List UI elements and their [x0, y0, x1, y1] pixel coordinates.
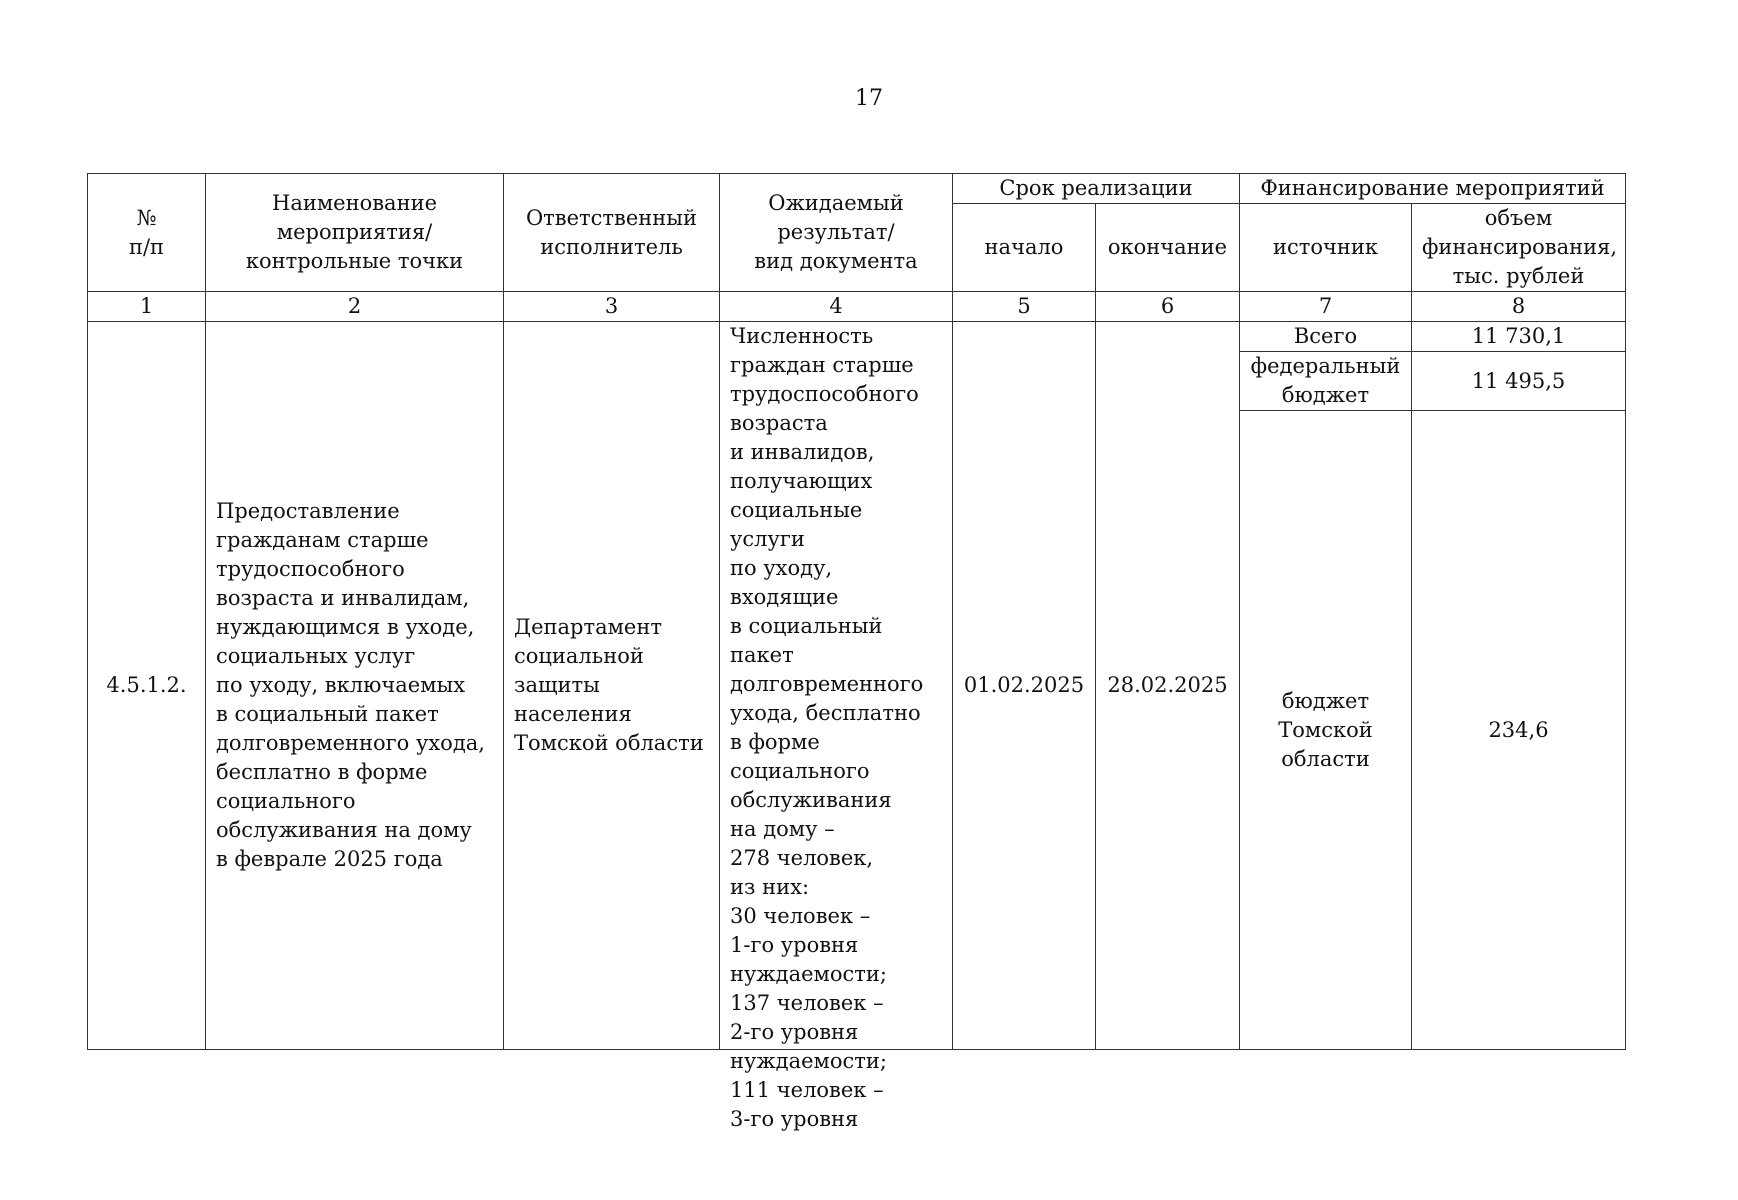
column-number-row — [88, 292, 1626, 322]
header-row-1 — [88, 174, 1626, 204]
row-result: Численность граждан старше трудоспособного возраста и инвалидов, получающих социальные услуги по уходу, входящие в социальный пакет долговременного ухода, бесплатно в форме социального обслуживания на дому – 278 человек, из них: 30 человек – 1-го уровня нуждаемости; 137 человек – 2-го уровня нуждаемости; 111 человек – 3-го уровня — [730, 324, 924, 1131]
header-name: Наименование мероприятия/ контрольные точки — [206, 174, 504, 292]
finance-source-regional: бюджет Томской области — [1240, 411, 1412, 1050]
column-number: 5 — [953, 292, 1096, 322]
finance-source-federal: федеральный бюджет — [1240, 352, 1412, 411]
row-responsible: Департамент социальной защиты населения Томской области — [504, 322, 720, 1050]
column-number: 3 — [504, 292, 720, 322]
column-number: 6 — [1096, 292, 1240, 322]
finance-volume-regional: 234,6 — [1412, 411, 1626, 1050]
column-number: 1 — [88, 292, 206, 322]
header-result: Ожидаемый результат/ вид документа — [720, 174, 953, 292]
header-num: № п/п — [88, 174, 206, 292]
header-end: окончание — [1096, 204, 1240, 292]
header-responsible: Ответственный исполнитель — [504, 174, 720, 292]
header-source: источник — [1240, 204, 1412, 292]
column-number: 2 — [206, 292, 504, 322]
finance-source-total: Всего — [1240, 322, 1412, 352]
finance-volume-total: 11 730,1 — [1412, 322, 1626, 352]
row-start: 01.02.2025 — [953, 322, 1096, 1050]
row-result-cell — [720, 322, 953, 1131]
header-volume: объем финансирования, тыс. рублей — [1412, 204, 1626, 292]
row-name: Предоставление гражданам старше трудоспособного возраста и инвалидам, нуждающимся в уходе, социальных услуг по уходу, включаемых в социальный пакет долговременного ухода, бесплатно в форме социального обслуживания на дому в феврале 2025 года — [206, 322, 504, 1050]
column-number: 8 — [1412, 292, 1626, 322]
header-start: начало — [953, 204, 1096, 292]
row-num: 4.5.1.2. — [88, 322, 206, 1050]
table-row — [88, 322, 1626, 352]
finance-volume-federal: 11 495,5 — [1412, 352, 1626, 411]
page-number: 17 — [855, 86, 883, 111]
column-number: 7 — [1240, 292, 1412, 322]
row-end: 28.02.2025 — [1096, 322, 1240, 1050]
column-number: 4 — [720, 292, 953, 322]
header-finance-group: Финансирование мероприятий — [1240, 174, 1626, 204]
header-term-group: Срок реализации — [953, 174, 1240, 204]
financing-table — [87, 173, 1626, 1131]
